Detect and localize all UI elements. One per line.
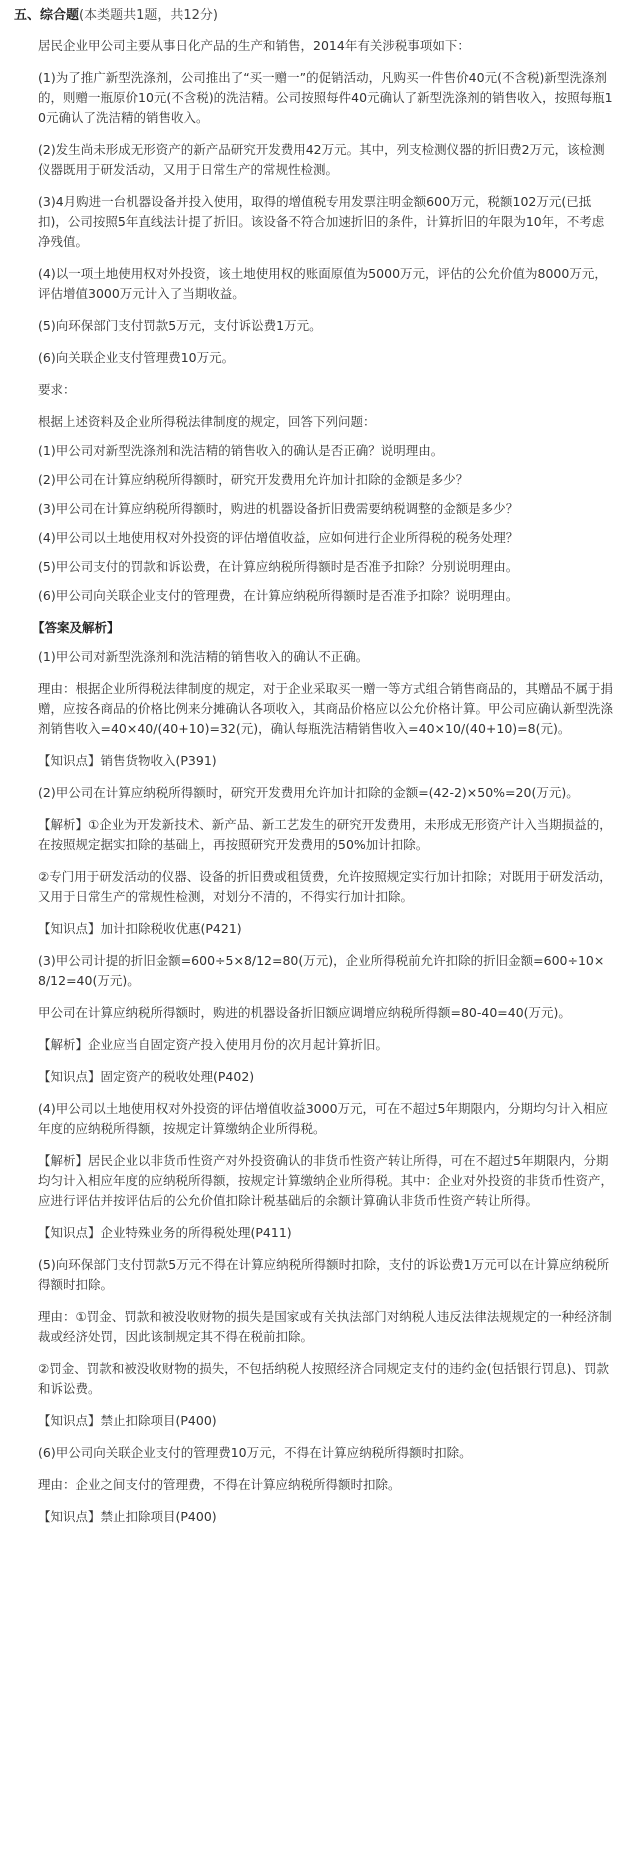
paragraph-spacer bbox=[14, 771, 616, 783]
paragraph-spacer bbox=[14, 577, 616, 586]
document-body bbox=[14, 36, 616, 1527]
paragraph-spacer bbox=[14, 638, 616, 647]
paragraph-spacer bbox=[14, 432, 616, 441]
paragraph-spacer bbox=[14, 1055, 616, 1067]
paragraph-spacer bbox=[14, 855, 616, 867]
paragraph: 【解析】企业应当自固定资产投入使用月份的次月起计算折旧。 bbox=[38, 1037, 389, 1052]
paragraph: 居民企业甲公司主要从事日化产品的生产和销售，2014年有关涉税事项如下： bbox=[38, 38, 470, 53]
paragraph: (3)甲公司在计算应纳税所得额时，购进的机器设备折旧费需要纳税调整的金额是多少？ bbox=[38, 501, 519, 516]
paragraph-spacer bbox=[14, 336, 616, 348]
paragraph-spacer bbox=[14, 1431, 616, 1443]
paragraph-spacer bbox=[14, 739, 616, 751]
paragraph-spacer bbox=[14, 1295, 616, 1307]
paragraph-spacer bbox=[14, 180, 616, 192]
paragraph: (5)甲公司支付的罚款和诉讼费，在计算应纳税所得额时是否准予扣除？分别说明理由。 bbox=[38, 559, 519, 574]
section-title bbox=[14, 6, 616, 26]
paragraph: 【知识点】禁止扣除项目(P400) bbox=[38, 1413, 217, 1428]
paragraph: (6)甲公司向关联企业支付的管理费10万元，不得在计算应纳税所得额时扣除。 bbox=[38, 1445, 472, 1460]
paragraph-spacer bbox=[14, 1495, 616, 1507]
paragraph: (3)甲公司计提的折旧金额=600÷5×8/12=80(万元)，企业所得税前允许扣除的折旧金额=600÷10×8/12=40(万元)。 bbox=[38, 953, 605, 988]
paragraph: (2)发生尚未形成无形资产的新产品研究开发费用42万元。其中，列支检测仪器的折旧费2万元，该检测仪器既用于研发活动，又用于日常生产的常规性检测。 bbox=[38, 142, 605, 177]
paragraph: 理由：①罚金、罚款和被没收财物的损失是国家或有关执法部门对纳税人违反法律法规规定的一种经济制裁或经济处罚，因此该制规定其不得在税前扣除。 bbox=[38, 1309, 612, 1344]
paragraph: (2)甲公司在计算应纳税所得额时，研究开发费用允许加计扣除的金额是多少？ bbox=[38, 472, 469, 487]
paragraph-spacer bbox=[14, 368, 616, 380]
paragraph-spacer bbox=[14, 1347, 616, 1359]
paragraph-spacer bbox=[14, 548, 616, 557]
paragraph-spacer bbox=[14, 803, 616, 815]
paragraph-spacer bbox=[14, 56, 616, 68]
paragraph-spacer bbox=[14, 1211, 616, 1223]
paragraph: 【知识点】销售货物收入(P391) bbox=[38, 753, 217, 768]
paragraph: 【知识点】固定资产的税收处理(P402) bbox=[38, 1069, 255, 1084]
paragraph: 【解析】①企业为开发新技术、新产品、新工艺发生的研究开发费用，未形成无形资产计入当期损益的，在按照规定据实扣除的基础上，再按照研究开发费用的50%加计扣除。 bbox=[38, 817, 612, 852]
paragraph-spacer bbox=[14, 667, 616, 679]
paragraph-spacer bbox=[14, 519, 616, 528]
paragraph: (5)向环保部门支付罚款5万元，支付诉讼费1万元。 bbox=[38, 318, 322, 333]
paragraph-spacer bbox=[14, 1023, 616, 1035]
paragraph-spacer bbox=[14, 1139, 616, 1151]
paragraph-spacer bbox=[14, 461, 616, 470]
paragraph-spacer bbox=[14, 991, 616, 1003]
paragraph-spacer bbox=[14, 1399, 616, 1411]
paragraph: (4)以一项土地使用权对外投资，该土地使用权的账面原值为5000万元，评估的公允价值为8000万元，评估增值3000万元计入了当期收益。 bbox=[38, 266, 607, 301]
paragraph: (1)甲公司对新型洗涤剂和洗洁精的销售收入的确认不正确。 bbox=[38, 649, 369, 664]
paragraph: (3)4月购进一台机器设备并投入使用，取得的增值税专用发票注明金额600万元，税额102万元(已抵扣)，公司按照5年直线法计提了折旧。该设备不符合加速折旧的条件，计算折旧的年限为10年，不考虑净残值。 bbox=[38, 194, 605, 249]
paragraph-spacer bbox=[14, 252, 616, 264]
paragraph-spacer bbox=[14, 1463, 616, 1475]
paragraph: (4)甲公司以土地使用权对外投资的评估增值收益，应如何进行企业所得税的税务处理？ bbox=[38, 530, 519, 545]
paragraph: 理由：企业之间支付的管理费，不得在计算应纳税所得额时扣除。 bbox=[38, 1477, 401, 1492]
paragraph: (1)甲公司对新型洗涤剂和洗洁精的销售收入的确认是否正确？说明理由。 bbox=[38, 443, 444, 458]
paragraph: 要求： bbox=[38, 382, 76, 397]
paragraph: (6)向关联企业支付管理费10万元。 bbox=[38, 350, 235, 365]
paragraph: 甲公司在计算应纳税所得额时，购进的机器设备折旧额应调增应纳税所得额=80-40=40(万元)。 bbox=[38, 1005, 571, 1020]
paragraph-spacer bbox=[14, 490, 616, 499]
paragraph: ②罚金、罚款和被没收财物的损失，不包括纳税人按照经济合同规定支付的违约金(包括银行罚息)、罚款和诉讼费。 bbox=[38, 1361, 609, 1396]
paragraph: 【知识点】禁止扣除项目(P400) bbox=[38, 1509, 217, 1524]
paragraph: (5)向环保部门支付罚款5万元不得在计算应纳税所得额时扣除，支付的诉讼费1万元可以在计算应纳税所得额时扣除。 bbox=[38, 1257, 610, 1292]
paragraph: 理由：根据企业所得税法律制度的规定，对于企业采取买一赠一等方式组合销售商品的，其赠品不属于捐赠，应按各商品的价格比例来分摊确认各项收入，其商品价格应以公允价格计算。甲公司应确认新型洗涤剂销售收入=40×40/(40+10)=32(元)，确认每瓶洗洁精销售收入=40×10/(40+10)=8(元)。 bbox=[38, 681, 614, 736]
paragraph-spacer bbox=[14, 939, 616, 951]
paragraph: (4)甲公司以土地使用权对外投资的评估增值收益3000万元，可在不超过5年期限内，分期均匀计入相应年度的应纳税所得额，按规定计算缴纳企业所得税。 bbox=[38, 1101, 608, 1136]
section-title-note: (本类题共1题，共12分) bbox=[79, 8, 218, 23]
paragraph: (6)甲公司向关联企业支付的管理费，在计算应纳税所得额时是否准予扣除？说明理由。 bbox=[38, 588, 519, 603]
paragraph-spacer bbox=[14, 304, 616, 316]
paragraph: 【知识点】加计扣除税收优惠(P421) bbox=[38, 921, 242, 936]
paragraph-spacer bbox=[14, 606, 616, 618]
section-title-text: 五、综合题 bbox=[14, 8, 80, 23]
paragraph-spacer bbox=[14, 128, 616, 140]
paragraph: (1)为了推广新型洗涤剂，公司推出了“买一赠一”的促销活动，凡购买一件售价40元(不含税)新型洗涤剂的，则赠一瓶原价10元(不含税)的洗洁精。公司按照每件40元确认了新型洗涤剂的销售收入，按照每瓶10元确认了洗洁精的销售收入。 bbox=[38, 70, 613, 125]
paragraph-spacer bbox=[14, 1243, 616, 1255]
paragraph: 【解析】居民企业以非货币性资产对外投资确认的非货币性资产转让所得，可在不超过5年期限内，分期均匀计入相应年度的应纳税所得额，按规定计算缴纳企业所得税。其中：企业对外投资的非货币性资产，应进行评估并按评估后的公允价值扣除计税基础后的余额计算确认非货币性资产转让所得。 bbox=[38, 1153, 614, 1208]
paragraph: 【知识点】企业特殊业务的所得税处理(P411) bbox=[38, 1225, 292, 1240]
answer-heading: 【答案及解析】 bbox=[32, 620, 120, 635]
paragraph-spacer bbox=[14, 400, 616, 412]
paragraph-spacer bbox=[14, 907, 616, 919]
paragraph: (2)甲公司在计算应纳税所得额时，研究开发费用允许加计扣除的金额=(42-2)×50%=20(万元)。 bbox=[38, 785, 579, 800]
paragraph: 根据上述资料及企业所得税法律制度的规定，回答下列问题： bbox=[38, 414, 376, 429]
paragraph-spacer bbox=[14, 1087, 616, 1099]
paragraph: ②专门用于研发活动的仪器、设备的折旧费或租赁费，允许按照规定实行加计扣除；对既用于研发活动，又用于日常生产的常规性检测，对划分不清的，不得实行加计扣除。 bbox=[38, 869, 612, 904]
